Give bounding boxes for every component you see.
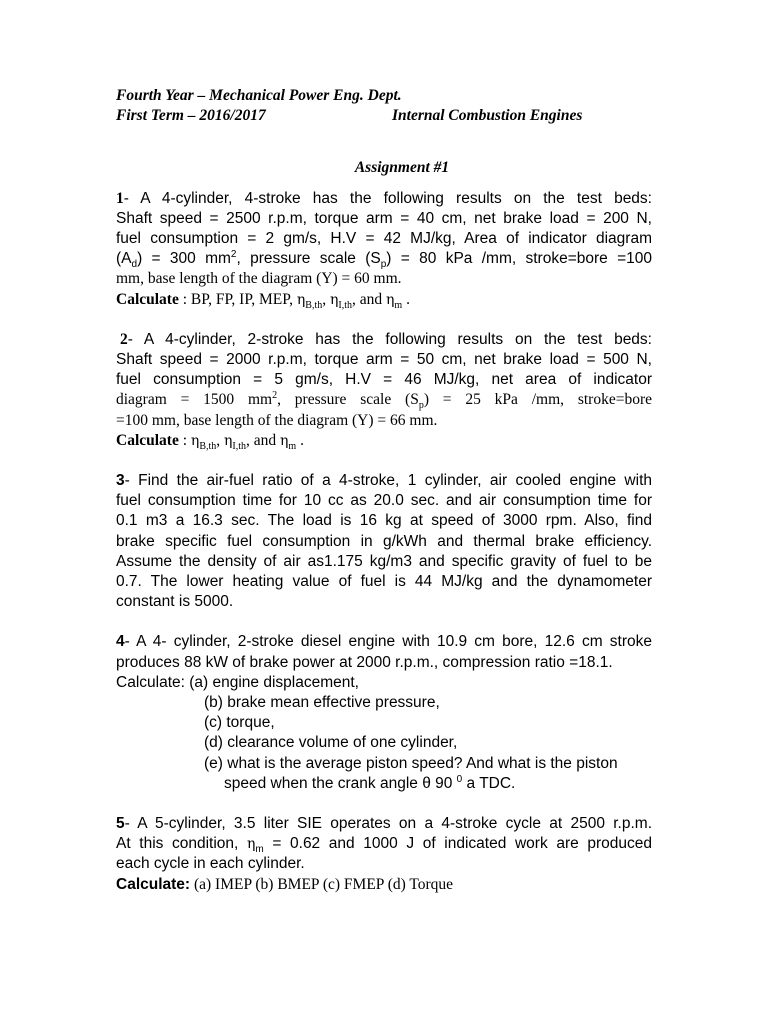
- page-title: Assignment #1: [354, 159, 450, 177]
- question-2-number: 2: [120, 330, 128, 348]
- header-term-line: [116, 106, 652, 126]
- question-5-calculate: Calculate: (a) IMEP (b) BMEP (c) FMEP (d) Torque: [116, 875, 454, 893]
- question-5: 5- A 5-cylinder, 3.5 liter SIE operates on a 4-stroke cycle at 2500 r.p.m. At this condition, $\eta_m = 0.62$ and 1000 J of indicated work are produced each cycle in each cylinder. Calculate: (a) IMEP (b) BMEP (c) FMEP (d) Torque: [116, 814, 652, 895]
- question-3-number: 3: [116, 472, 125, 490]
- question-1-number: 1: [116, 189, 124, 207]
- header-department: Fourth Year – Mechanical Power Eng. Dept.: [116, 87, 402, 104]
- header-term: First Term – 2016/2017: [116, 107, 266, 125]
- question-1: 1- A 4-cylinder, 4-stroke has the following results on the test beds: Shaft speed = 2500 r.p.m, torque arm = 40 cm, net brake load = 200 N, fuel consumption = 2 gm/s, H.V = 42 MJ/kg, Area of indicator diagram $(A_d) = 300$ $mm^2$, pressure scale $(S_p) = 80$ kPa /mm, stroke=bore =100 mm, base length of the diagram (Y) = 60 mm. Calculate : BP, FP, IP, MEP, $\eta_{B,th}$, $\eta_{I,th}$, and $\eta_m$ .: [116, 189, 652, 311]
- question-4-number: 4: [116, 633, 125, 651]
- header-dept-line: [116, 86, 652, 106]
- question-5-number: 5: [116, 815, 125, 833]
- question-1-calculate: Calculate : BP, FP, IP, MEP, $\eta_{B,th}$, $\eta_{I,th}$, and $\eta_m$ .: [116, 290, 410, 311]
- header-course: Internal Combustion Engines: [392, 107, 583, 125]
- question-2: 2- A 4-cylinder, 2-stroke has the following results on the test beds: Shaft speed = 2000 r.p.m, torque arm = 50 cm, net brake load = 500 N, fuel consumption = 5 gm/s, H.V = 46 MJ/kg, net area of indicator diagram = 1500 $mm^2$, pressure scale $(S_p) = 25$ kPa /mm, stroke=bore =100 mm, base length of the diagram (Y) = 66 mm. Calculate : $\eta_{B,th}$, $\eta_{I,th}$, and $\eta_m$ .: [116, 330, 653, 452]
- assignment-page: [116, 86, 652, 915]
- question-3: 3- Find the air-fuel ratio of a 4-stroke, 1 cylinder, air cooled engine with fuel consumption time for 10 cc as 20.0 sec. and air consumption time for 0.1 m3 a 16.3 sec. The load is 16 kg at speed of 3000 rpm. Also, find brake specific fuel consumption in g/kWh and thermal brake efficiency. Assume the density of air as1.175 kg/m3 and specific gravity of fuel to be 0.7. The lower heating value of fuel is 44 MJ/kg and the dynamometer constant is 5000.: [116, 472, 652, 611]
- question-2-calculate: Calculate : $\eta_{B,th}$, $\eta_{I,th}$, and $\eta_m$ .: [116, 431, 304, 452]
- question-4: 4- A 4- cylinder, 2-stroke diesel engine with 10.9 cm bore, 12.6 cm stroke produces 88 kW of brake power at 2000 r.p.m., compression ratio =18.1. Calculate: (a) engine displacement, (b) brake mean effective pressure, (c) torque, (d) clearance volume of one cylinder, (e) what is the average piston speed? And what is the piston speed when the crank angle θ 90 $^0$ a TDC.: [116, 633, 652, 792]
